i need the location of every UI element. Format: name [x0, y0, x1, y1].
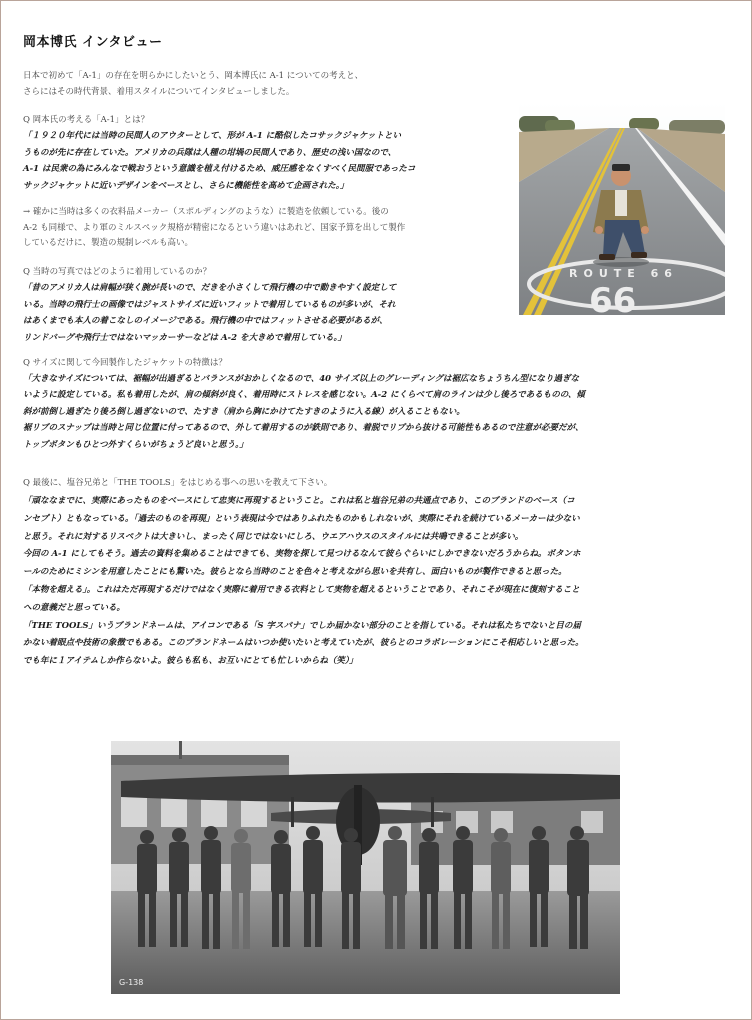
answer-line: 「本物を超える」。これはただ再現するだけではなく実際に着用できる衣料として実物を超えるということであり、それこそが現在に復刻すること [23, 584, 580, 595]
route-sign-text: ROUTE 66 [569, 267, 678, 280]
intro-line: 日本で初めて「A-1」の存在を明らかにしたいとう、岡本博氏に A-1 についての考えと、 [23, 71, 364, 81]
note-line: → 確かに当時は多くの衣料品メーカー（スポルディングのような）に製造を依頼している。後の [23, 207, 389, 217]
answer-line: サックジャケットに近いデザインをベースとし、さらに機能性を高めて企画された。」 [23, 180, 349, 191]
photo-caption-mark: G-138 [119, 978, 144, 987]
vintage-aviators-photo [111, 741, 620, 994]
answer-line: 「THE TOOLS」いうブランドネームは、アイコンである「S 字スパナ」でしか届かない部分のことを指している。それは私たちでないと目の届 [23, 620, 581, 631]
question: Q 岡本氏の考える「A-1」とは？ [23, 115, 150, 125]
answer-line: と思う。それに対するリスペクトは大きいし、まったく同じではないにしろ、ウエアハウスのスタイルには共鳴できることが多い。 [23, 531, 524, 542]
svg-text:66: 66 [589, 281, 637, 315]
intro-paragraph [23, 69, 493, 100]
answer-line: A-1 は民衆の為にみんなで戦おうという意識を植え付けるため、威圧感をなくすべく民間服であったコ [23, 164, 416, 175]
answer-line: への意義だと思っている。 [23, 602, 126, 613]
qa-section-wearing [23, 265, 503, 346]
answer-line: いる。当時の飛行士の画像ではジャストサイズに近いフィットで着用しているものが多いが、それ [23, 299, 396, 310]
answer-line: でも年に１アイテムしか作らないよ。彼らも私も、お互いにとても忙しいからね（笑）」 [23, 656, 358, 667]
answer-line: リンドバーグや飛行士ではないマッカーサーなどは A-2 を大きめで着用している。」 [23, 332, 347, 343]
answer-line: 「１９２０年代には当時の民間人のアウターとして、形が A-1 に酷似したコサックジャケットとい [23, 131, 401, 141]
answer-line: ールのためにミシンを用意したことにも驚いた。彼らとなら当時のことを色々と考えながら思いを共有し、面白いものが製作できると思った。 [23, 567, 567, 578]
intro-line: さらにはその時代背景、着用スタイルについてインタビューしました。 [23, 86, 295, 97]
answer-line: 「大きなサイズについては、裾幅が出過ぎるとバランスがおかしくなるので、40 サイズ以上のグレーディングは裾広なちょうちん型になり過ぎな [23, 374, 579, 384]
answer-line: いように設定している。私も着用したが、肩の傾斜が良く、着用時にストレスを感じない。A-2 にくらべて肩のラインは少し後ろであるものの、傾 [23, 390, 585, 401]
answer-line: ンセプト）ともなっている。「過去のものを再現」という表現は今ではありふれたものかもしれないが、実際にそれを続けているメーカーは少ない [23, 513, 580, 524]
answer-line: 「昔のアメリカ人は肩幅が狭く腕が長いので、だきを小さくして飛行機の中で動きやすく設定して [23, 283, 397, 293]
answer-line: 裾リブのスナップは当時と同じ位置に付ってあるので、外して着用するのが鉄則であり、着脱でリブから抜ける可能性もあるので注意が必要だが、 [23, 423, 584, 434]
answer-line: 「頑ななまでに、実際にあったものをベースにして忠実に再現するということ。これは私と塩谷兄弟の共通点であり、このブランドのベース（コ [23, 496, 575, 506]
answer-line: はあくまでも本人の着こなしのイメージである。飛行機の中ではフィットさせる必要があるが、 [23, 316, 388, 327]
answer-line: トップボタンもひとつ外すくらいがちょうど良いと思う。」 [23, 439, 248, 450]
answer-line: うものが先に存在していた。アメリカの兵隊は人種の坩堝の民間人であり、歴史の浅い国なので、 [23, 147, 397, 158]
note-line: しているだけに、製造の規制レベルも高い。 [23, 238, 194, 248]
question: Q 当時の写真ではどのように着用しているのか？ [23, 267, 212, 277]
editor-note [23, 205, 503, 252]
qa-section-the-tools [23, 476, 723, 671]
answer-line: かない着眼点や技術の象徴でもある。このブランドネームはいつか使いたいと考えていたが、彼らとのコラボレーションにこそ相応しいと思った。 [23, 638, 584, 649]
question: Q サイズに関して今回製作したジャケットの特徴は？ [23, 358, 227, 368]
page-title: 岡本博氏 インタビュー [23, 35, 163, 50]
answer-line: 斜が前倒し過ぎたり後ろ倒し過ぎないので、たすき（肩から胸にかけてたすきのように入る線）が入ることもない。 [23, 406, 465, 417]
question: Q 最後に、塩谷兄弟と「THE TOOLS」をはじめる事への思いを教えて下さい。 [23, 478, 333, 488]
qa-section-a1 [23, 113, 503, 194]
answer-line: 今回の A-1 にしてもそう。過去の資料を集めることはできても、実物を探して見つけるなんて彼らぐらいにしかできないだろうからね。ボタンホ [23, 549, 581, 560]
route66-photo [519, 102, 725, 315]
note-line: A-2 も同様で、より軍のミルスペック規格が精密になるという違いはあれど、国家予算を出して製作 [23, 222, 406, 233]
qa-section-size [23, 356, 723, 453]
